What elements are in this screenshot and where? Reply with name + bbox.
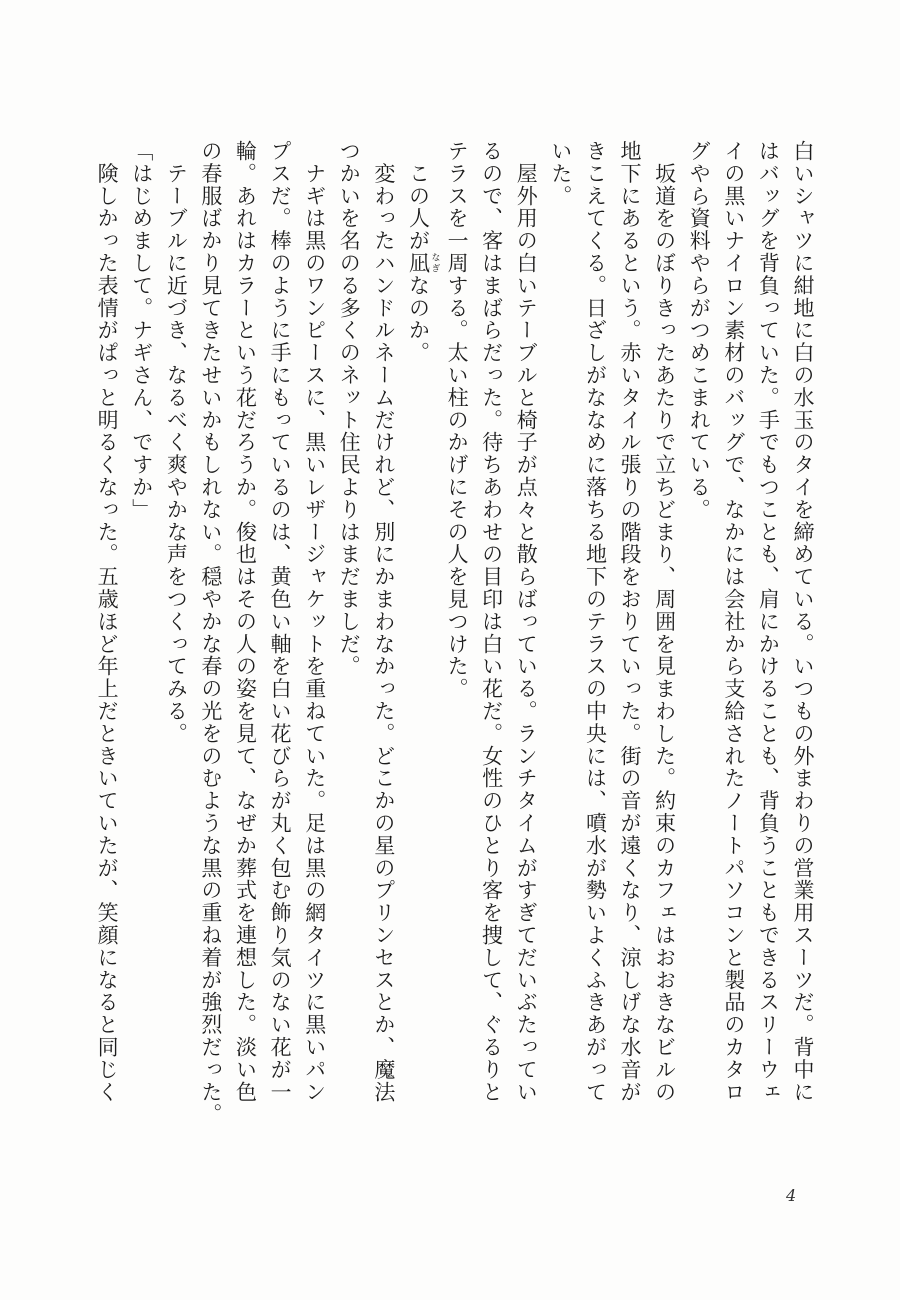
text-line: 白いシャツに紺地に白の水玉のタイを締めている。いつもの外まわりの営業用スーツだ。背中に [791, 140, 815, 1104]
text-line: テラスを一周する。太い柱のかげにその人を見つけた。 [445, 140, 470, 700]
text-line: の春服ばかり見てきたせいかもしれない。穏やかな春の光をのむような黒の重ね着が強烈だった。 [198, 140, 223, 1126]
text-line: 変わったハンドルネームだけれど、別にかまわなかった。どこかの星のプリンセスとか、魔法 [371, 140, 396, 1104]
text-line: 地下にあるという。赤いタイル張りの階段をおりていった。街の音が遠くなり、涼しげな水音が [618, 140, 643, 1104]
text-line: テーブルに近づき、なるべく爽やかな声をつくってみる。 [164, 140, 189, 745]
text-line: るので、客はまばらだった。待ちあわせの目印は白い花だ。女性のひとり客を捜して、ぐるりと [479, 140, 504, 1104]
text-line: つかいを名のる多くのネット住民よりはまだましだ。 [337, 140, 362, 678]
text-line: はバッグを背負っていた。手でもつことも、肩にかけることも、背負うこともできるスリーウェ [756, 140, 781, 1104]
text-line: 険しかった表情がぱっと明るくなった。五歳ほど年上だときいていたが、笑顔になると同じく [95, 140, 120, 1104]
text-line: グやら資料やらがつめこまれている。 [687, 140, 712, 521]
text-line: 輪。あれはカラーという花だろうか。俊也はその人の姿を見て、なぜか葬式を連想した。淡い色 [233, 140, 258, 1104]
text-line: 屋外用の白いテーブルと椅子が点々と散らばっている。ランチタイムがすぎてだいぶたってい [514, 140, 539, 1104]
text-line: ナギは黒のワンピースに、黒いレザージャケットを重ねていた。足は黒の網タイツに黒いパン [302, 140, 327, 1104]
ruby-reading: なぎ [429, 252, 440, 275]
text-line: 「はじめまして。ナギさん、ですか」 [129, 140, 154, 521]
text-line: プスだ。棒のように手にもっているのは、黄色い軸を白い花びらが丸く包む飾り気のない花が一 [268, 140, 293, 1104]
vertical-text-body [95, 140, 820, 1155]
ruby-annotation: 凪 なぎ [406, 252, 440, 275]
text-line-with-ruby: この人が凪 なぎなのか。 [406, 140, 440, 365]
text-line: きこえてくる。日ざしがななめに落ちる地下のテラスの中央には、噴水が勢いよくふきあがって [583, 140, 608, 1104]
text-line: イの黒いナイロン素材のバッグで、なかには会社から支給されたノートパソコンと製品のカタロ [721, 140, 746, 1104]
text-line: いた。 [548, 140, 573, 208]
page-number: 4 [786, 1186, 797, 1205]
text-line: 坂道をのぼりきったあたりで立ちどまり、周囲を見まわした。約束のカフェはおおきなビルの [652, 140, 677, 1104]
